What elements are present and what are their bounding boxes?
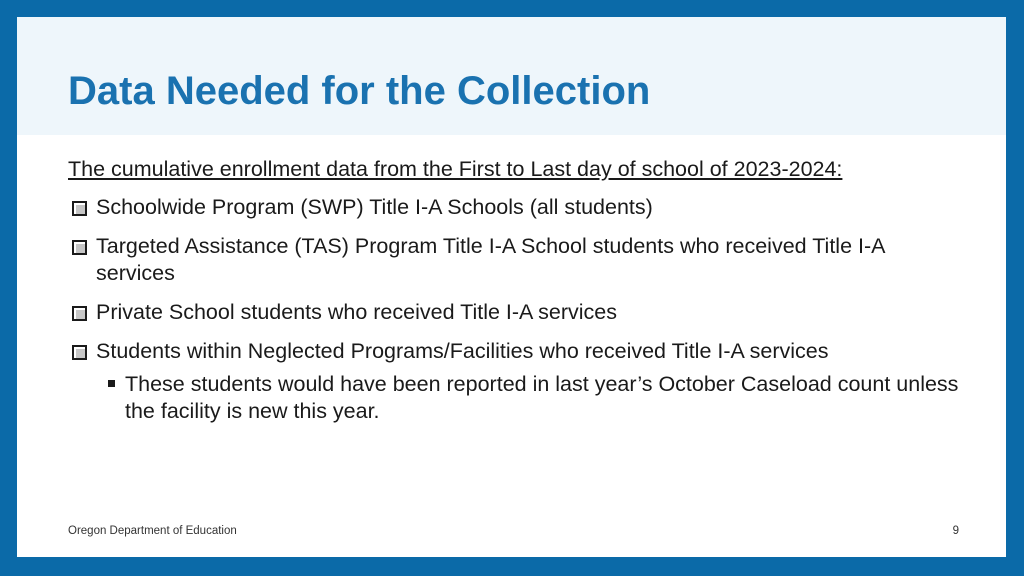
list-item [68, 233, 968, 287]
page-number: 9 [952, 525, 959, 537]
list-item-text: Students within Neglected Programs/Facilities who received Title I-A services [96, 339, 829, 363]
checkbox-icon [72, 345, 87, 360]
checkbox-icon [72, 240, 87, 255]
checkbox-icon [72, 306, 87, 321]
list-item [68, 338, 968, 365]
intro-text: The cumulative enrollment data from the First to Last day of school of 2023-2024: [68, 157, 843, 181]
sub-list-item-text: These students would have been reported in last year’s October Caseload count unless the facility is new this year. [125, 372, 959, 423]
list-item-text: Schoolwide Program (SWP) Title I-A Schools (all students) [96, 195, 653, 219]
page-title: Data Needed for the Collection [68, 69, 651, 113]
slide [17, 17, 1006, 557]
list-item [68, 299, 968, 326]
list-item [68, 194, 968, 221]
sub-list-item [108, 371, 968, 425]
title-band [17, 17, 1006, 135]
list-item-text: Private School students who received Title I-A services [96, 300, 618, 324]
checkbox-icon [72, 201, 87, 216]
square-bullet-icon [108, 380, 115, 387]
slide-body [68, 157, 968, 425]
footer-organization: Oregon Department of Education [68, 525, 237, 537]
list-item-text: Targeted Assistance (TAS) Program Title I-A School students who received Title I-A services [96, 234, 885, 285]
